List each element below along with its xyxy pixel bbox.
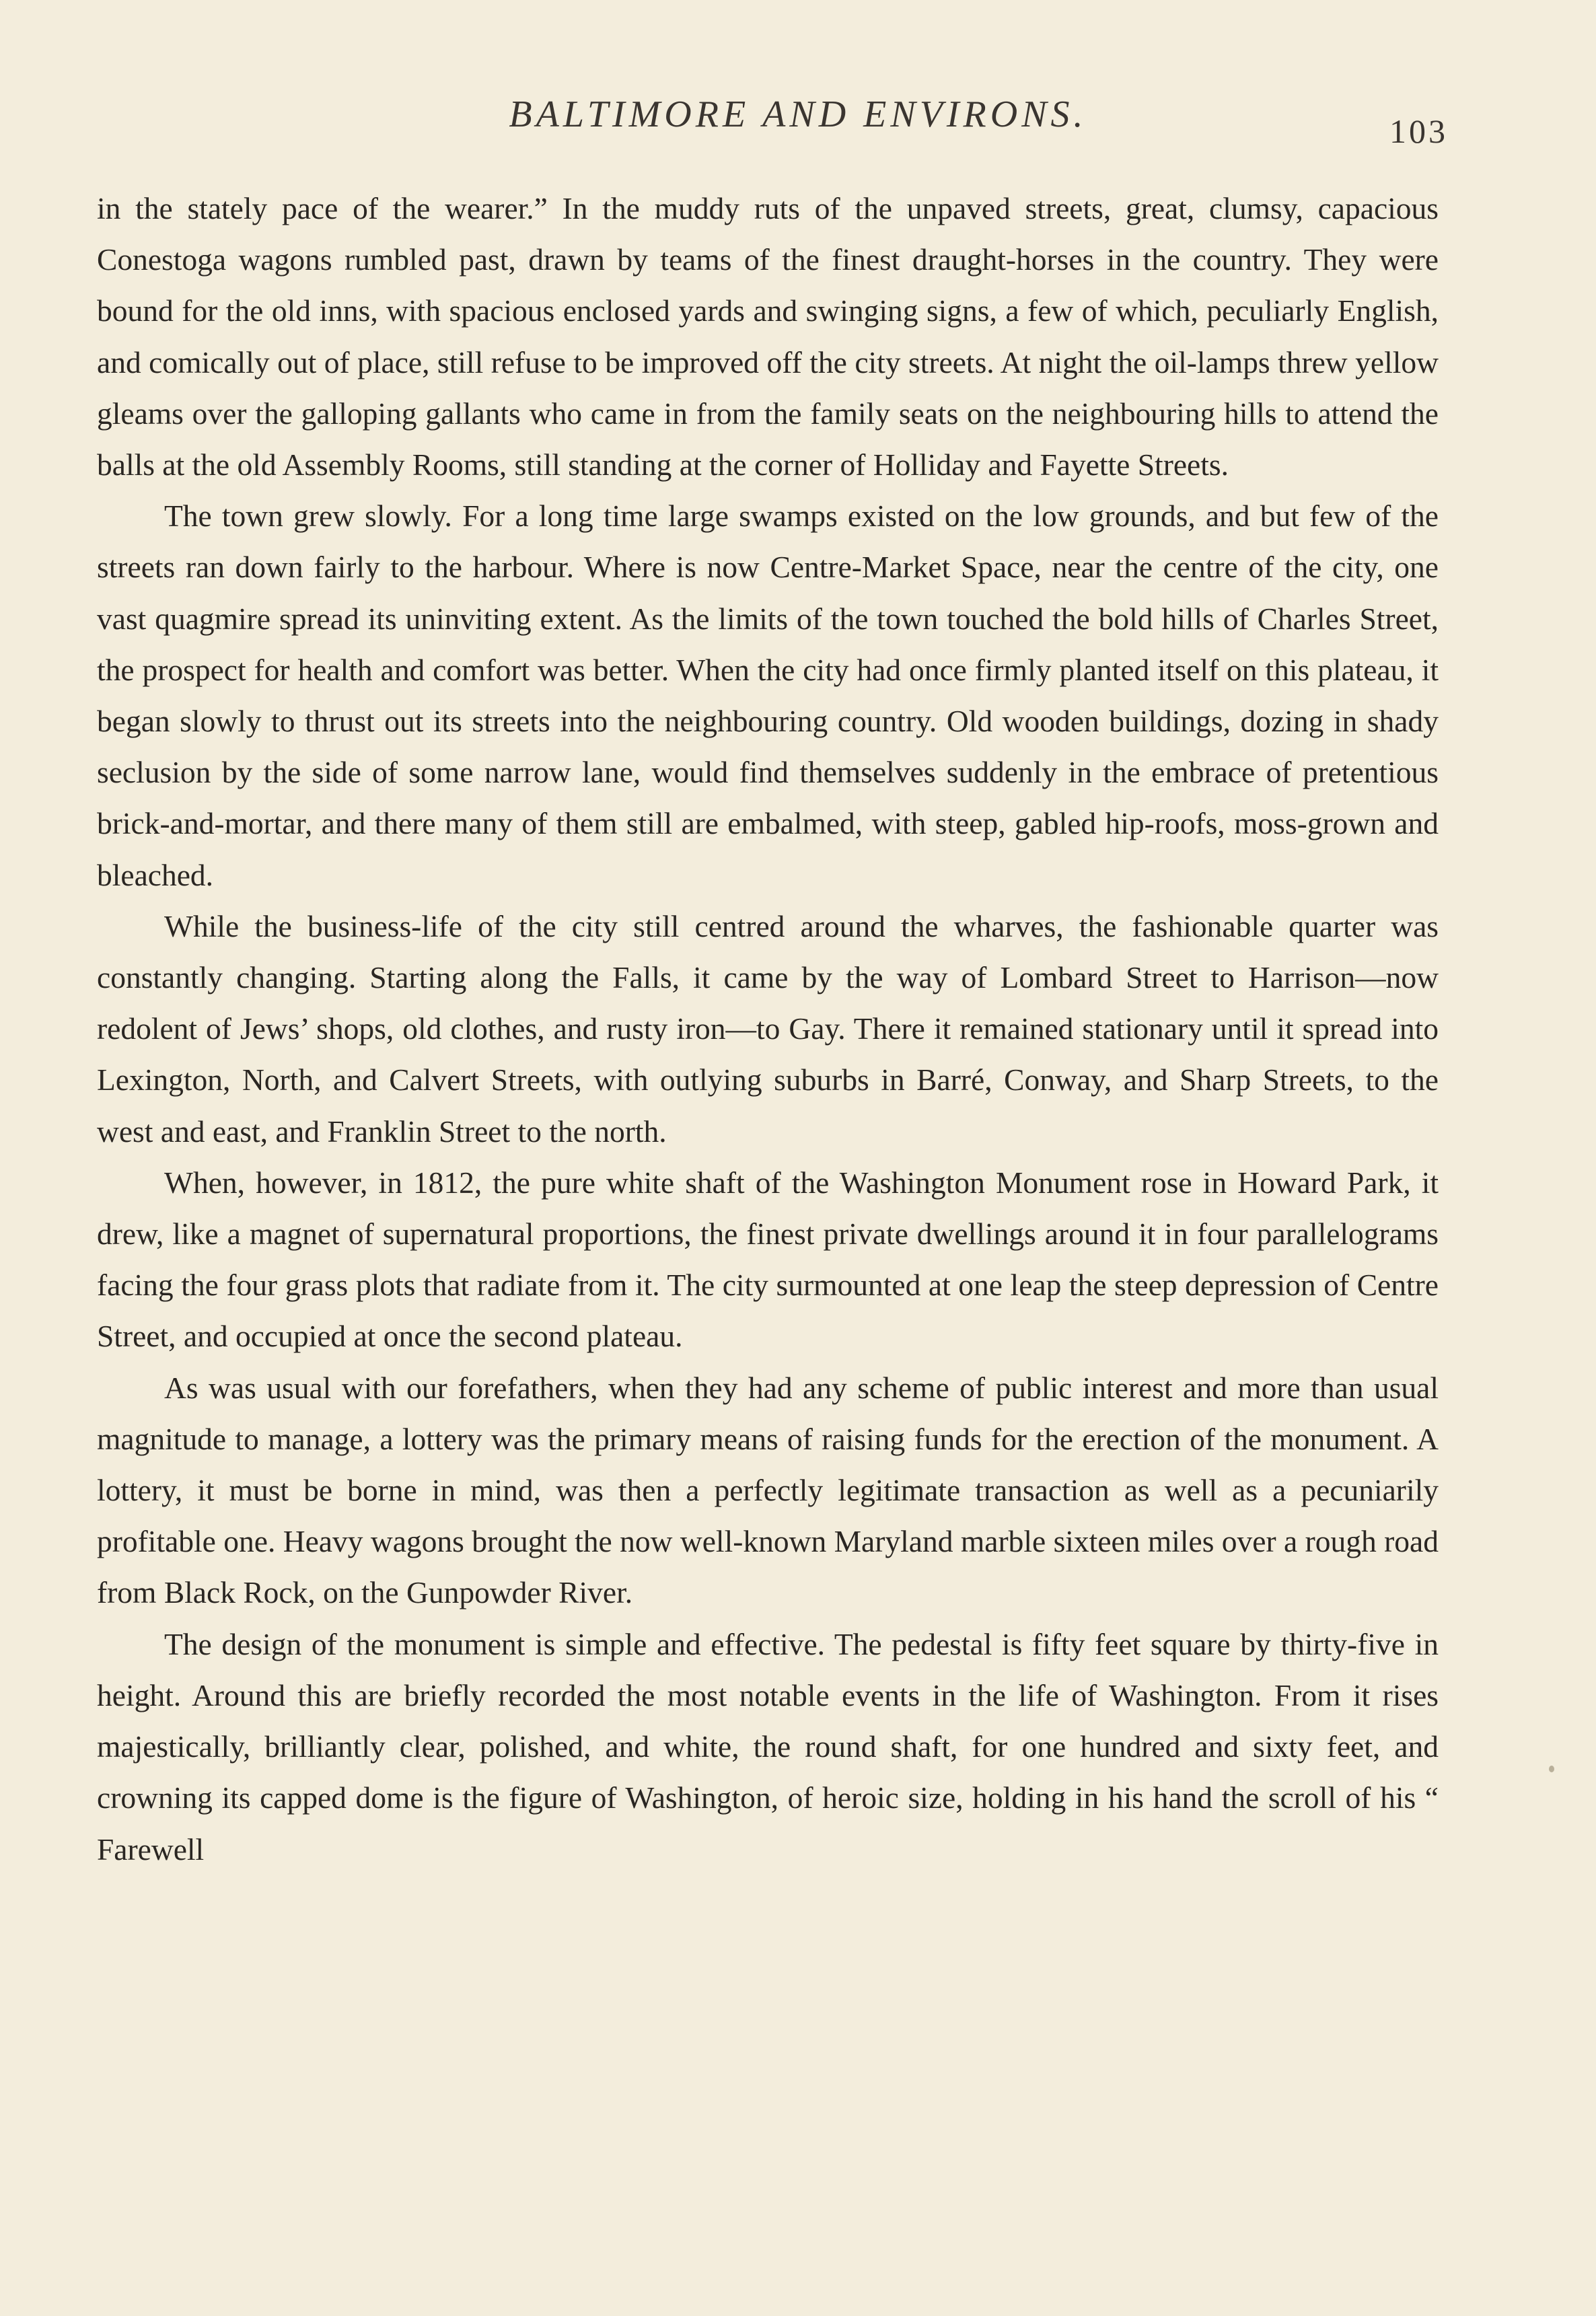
body-text [97, 183, 1439, 1875]
paragraph-2: The town grew slowly. For a long time large swamps existed on the low grounds, and but few of the streets ran down fairly to the harbour. Where is now Centre-Market Space, near the centre of the city, one vast quagmire spread its uninviting extent. As the limits of the town touched the bold hills of Charles Street, the prospect for health and comfort was better. When the city had once firmly planted itself on this plateau, it began slowly to thrust out its streets into the neighbouring country. Old wooden buildings, dozing in shady seclusion by the side of some narrow lane, would find themselves suddenly in the embrace of pretentious brick-and-mortar, and there many of them still are embalmed, with steep, gabled hip-roofs, moss-grown and bleached. [97, 499, 1439, 892]
paragraph-6: The design of the monument is simple and effective. The pedestal is fifty feet square by thirty-five in height. Around this are briefly recorded the most notable events in the life of Washington. From it rises majestically, brilliantly clear, polished, and white, the round shaft, for one hundred and sixty feet, and crowning its capped dome is the figure of Washington, of heroic size, holding in his hand the scroll of his “ Farewell [97, 1626, 1439, 1867]
paragraph-1: in the stately pace of the wearer.” In the muddy ruts of the unpaved streets, great, clumsy, capacious Conestoga wagons rumbled past, drawn by teams of the finest draught-horses in the country. They were bound for the old inns, with spacious enclosed yards and swinging signs, a few of which, peculiarly English, and comically out of place, still refuse to be improved off the city streets. At night the oil-lamps threw yellow gleams over the galloping gallants who came in from the family seats on the neighbouring hills to attend the balls at the old Assembly Rooms, still standing at the corner of Holliday and Fayette Streets. [97, 191, 1439, 482]
page-number: 103 [1389, 112, 1448, 150]
paragraph-4: When, however, in 1812, the pure white shaft of the Washington Monument rose in Howard Park, it drew, like a magnet of supernatural proportions, the finest private dwellings around it in four parallelograms facing the four grass plots that radiate from it. The city surmounted at one leap the steep depression of Centre Street, and occupied at once the second plateau. [97, 1165, 1439, 1354]
paragraph-3: While the business-life of the city still centred around the wharves, the fashionable quarter was constantly changing. Starting along the Falls, it came by the way of Lombard Street to Harrison—now redolent of Jews’ shops, old clothes, and rusty iron—to Gay. There it remained stationary until it spread into Lexington, North, and Calvert Streets, with outlying suburbs in Barré, Conway, and Sharp Streets, to the west and east, and Franklin Street to the north. [97, 908, 1439, 1149]
paragraph-5: As was usual with our forefathers, when they had any scheme of public interest and more than usual magnitude to manage, a lottery was the primary means of raising funds for the erection of the monument. A lottery, it must be borne in mind, was then a perfectly legitimate transaction as well as a pecuniarily profitable one. Heavy wagons brought the now well-known Maryland marble sixteen miles over a rough road from Black Rock, on the Gunpowder River. [97, 1370, 1439, 1610]
paper-speck [1549, 1766, 1554, 1772]
running-title: BALTIMORE AND ENVIRONS. [509, 94, 1087, 135]
